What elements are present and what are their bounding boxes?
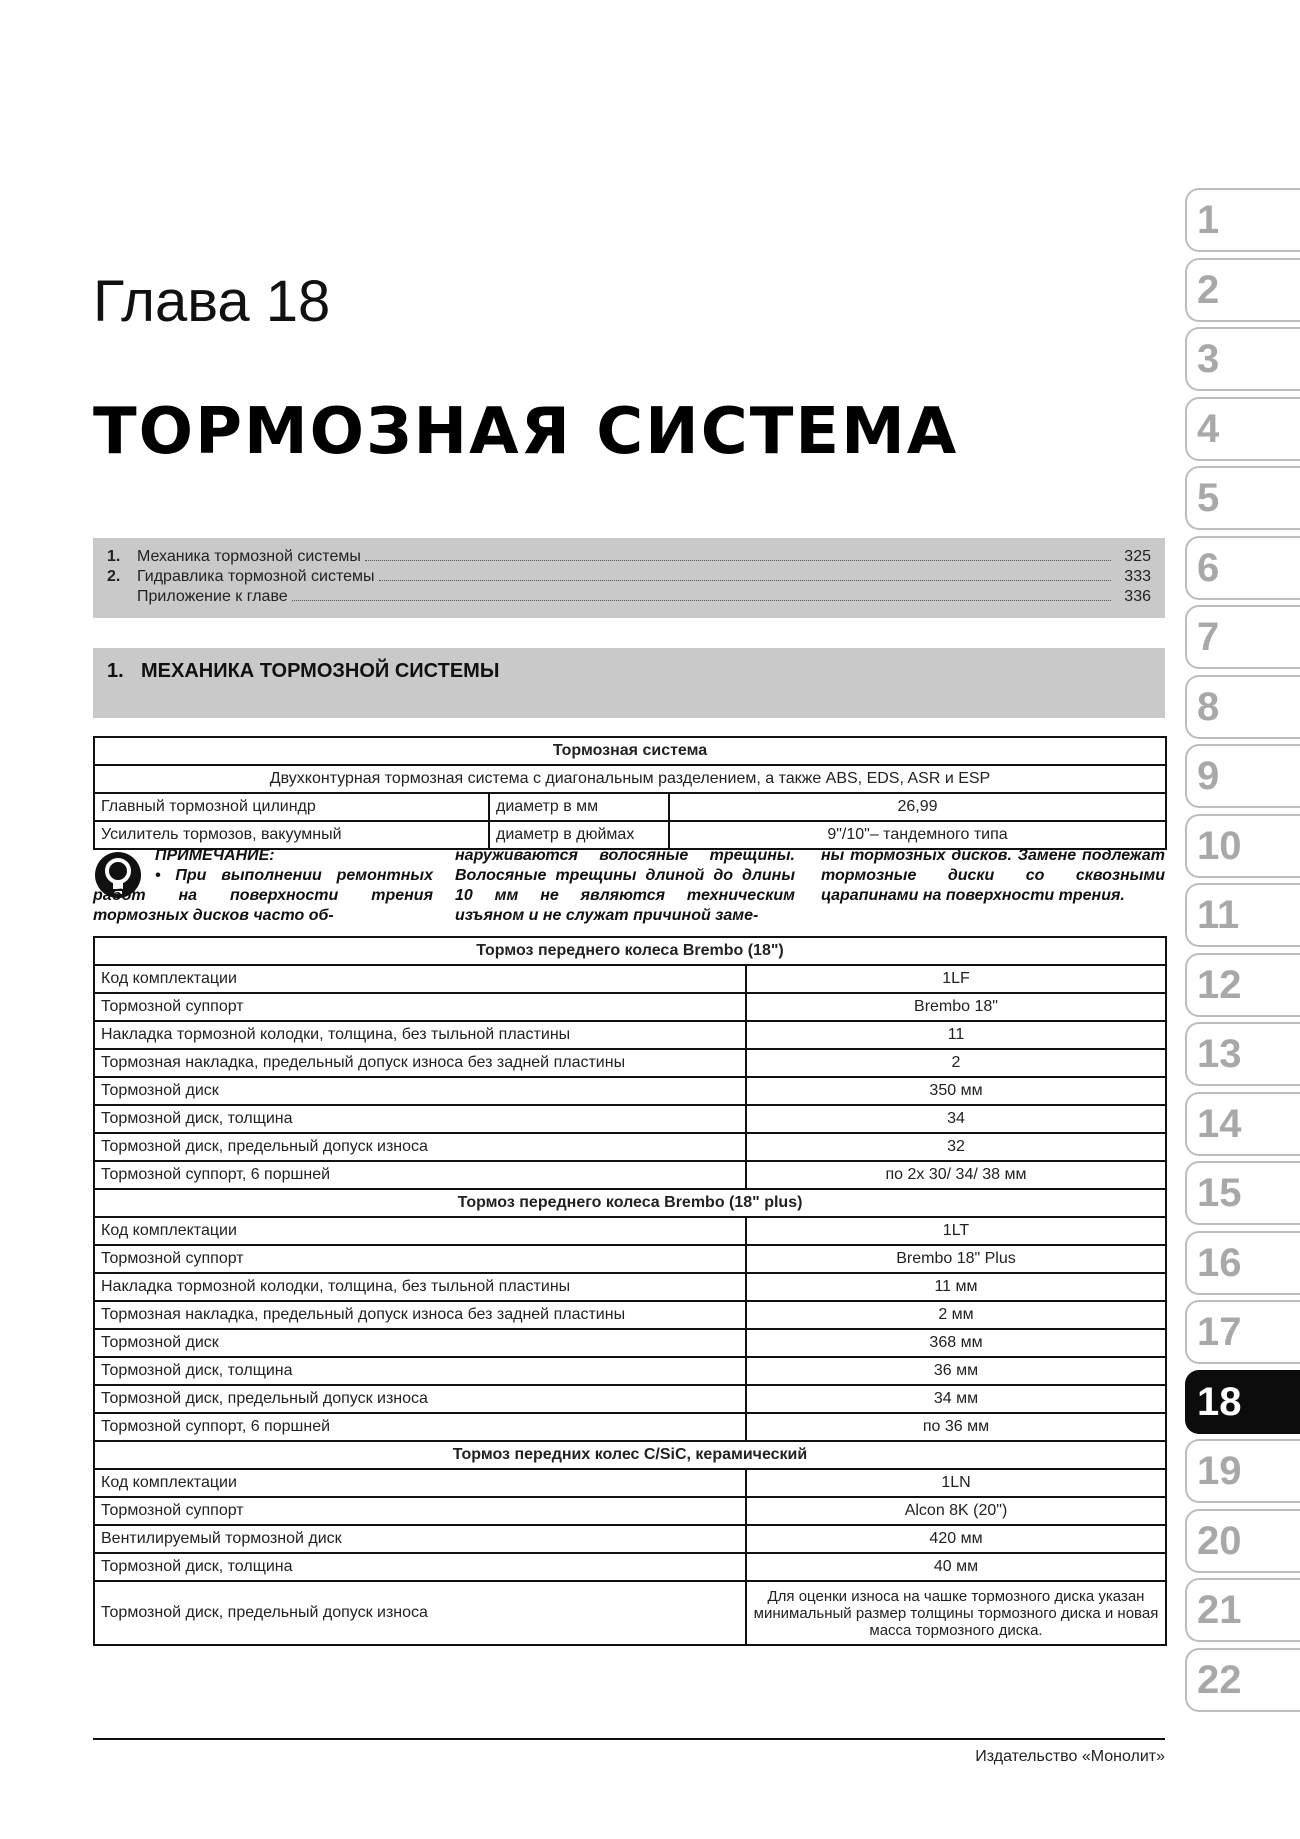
toc-item-number: 1. bbox=[107, 548, 121, 565]
spec-value: 32 bbox=[746, 1133, 1166, 1161]
spec-name: Накладка тормозной колодки, толщина, без тыльной пластины bbox=[94, 1273, 746, 1301]
table-row bbox=[94, 1217, 1166, 1245]
chapter-tab-18[interactable]: 18 bbox=[1185, 1370, 1300, 1434]
chapter-label: Глава 18 bbox=[93, 269, 331, 334]
toc-item-page: 333 bbox=[1124, 568, 1151, 585]
spec-value: 368 мм bbox=[746, 1329, 1166, 1357]
spec-value: 1LN bbox=[746, 1469, 1166, 1497]
spec-name: Тормозной диск bbox=[94, 1329, 746, 1357]
row-value: 9"/10"– тандемного типа bbox=[669, 821, 1166, 849]
brake-system-table bbox=[93, 736, 1167, 850]
toc-item-text: Гидравлика тормозной системы bbox=[137, 568, 375, 585]
section-title: МЕХАНИКА ТОРМОЗНОЙ СИСТЕМЫ bbox=[141, 660, 500, 682]
table-row bbox=[94, 1245, 1166, 1273]
chapter-tab-19[interactable]: 19 bbox=[1185, 1439, 1300, 1503]
spec-name: Вентилируемый тормозной диск bbox=[94, 1525, 746, 1553]
spec-name: Код комплектации bbox=[94, 965, 746, 993]
table-row bbox=[94, 1329, 1166, 1357]
spec-value: 1LF bbox=[746, 965, 1166, 993]
table-row bbox=[94, 1469, 1166, 1497]
table-row bbox=[94, 765, 1166, 793]
spec-name: Тормозной суппорт, 6 поршней bbox=[94, 1413, 746, 1441]
table-row bbox=[94, 737, 1166, 765]
toc-item[interactable] bbox=[107, 568, 1151, 588]
spec-name: Тормозной диск bbox=[94, 1077, 746, 1105]
spec-value: 34 bbox=[746, 1105, 1166, 1133]
toc-item-page: 336 bbox=[1124, 588, 1151, 605]
chapter-tab-12[interactable]: 12 bbox=[1185, 953, 1300, 1017]
spec-value: 40 мм bbox=[746, 1553, 1166, 1581]
chapter-tab-3[interactable]: 3 bbox=[1185, 327, 1300, 391]
chapter-tab-7[interactable]: 7 bbox=[1185, 605, 1300, 669]
chapter-tab-20[interactable]: 20 bbox=[1185, 1509, 1300, 1573]
toc-item-page: 325 bbox=[1124, 548, 1151, 565]
toc-leader-dots bbox=[379, 580, 1111, 581]
table-section-header: Тормоз переднего колеса Brembo (18") bbox=[94, 937, 1166, 965]
table-row bbox=[94, 965, 1166, 993]
spec-name: Тормозной диск, предельный допуск износа bbox=[94, 1385, 746, 1413]
chapter-tab-11[interactable]: 11 bbox=[1185, 883, 1300, 947]
note-text-1: • При выполнении ремонтных работ на поверхности трения тормозных дисков часто об- bbox=[93, 867, 433, 924]
row-param: диаметр в дюймах bbox=[489, 821, 669, 849]
chapter-tab-4[interactable]: 4 bbox=[1185, 397, 1300, 461]
toc-item-text: Механика тормозной системы bbox=[137, 548, 361, 565]
front-brake-spec-table bbox=[93, 936, 1167, 1646]
spec-value: 420 мм bbox=[746, 1525, 1166, 1553]
chapter-tab-15[interactable]: 15 bbox=[1185, 1161, 1300, 1225]
table-row bbox=[94, 1021, 1166, 1049]
chapter-tab-13[interactable]: 13 bbox=[1185, 1022, 1300, 1086]
toc-leader-dots bbox=[365, 560, 1111, 561]
spec-name: Тормозной суппорт bbox=[94, 1497, 746, 1525]
chapter-tab-16[interactable]: 16 bbox=[1185, 1231, 1300, 1295]
table-row bbox=[94, 1357, 1166, 1385]
chapter-tab-10[interactable]: 10 bbox=[1185, 814, 1300, 878]
spec-name: Тормозной диск, предельный допуск износа bbox=[94, 1581, 746, 1645]
chapter-tab-5[interactable]: 5 bbox=[1185, 466, 1300, 530]
table-section-header-row bbox=[94, 1189, 1166, 1217]
chapter-title: ТОРМОЗНАЯ СИСТЕМА bbox=[93, 395, 959, 469]
chapter-tab-8[interactable]: 8 bbox=[1185, 675, 1300, 739]
chapter-tab-21[interactable]: 21 bbox=[1185, 1578, 1300, 1642]
spec-name: Тормозной диск, толщина bbox=[94, 1357, 746, 1385]
spec-name: Тормозная накладка, предельный допуск износа без задней пластины bbox=[94, 1301, 746, 1329]
row-value: 26,99 bbox=[669, 793, 1166, 821]
spec-name: Тормозной суппорт, 6 поршней bbox=[94, 1161, 746, 1189]
table-row bbox=[94, 1133, 1166, 1161]
spec-name: Тормозной суппорт bbox=[94, 1245, 746, 1273]
spec-value: Brembo 18" bbox=[746, 993, 1166, 1021]
note-column-1 bbox=[93, 846, 433, 926]
toc-item-text: Приложение к главе bbox=[137, 588, 288, 605]
table-section-header-row bbox=[94, 937, 1166, 965]
note-column-3: ны тормозных дисков. Замене подлежат тормозные диски со сквозными царапинами на поверхности трения. bbox=[821, 847, 1165, 904]
table-header: Тормозная система bbox=[94, 737, 1166, 765]
table-section-header-row bbox=[94, 1441, 1166, 1469]
table-row bbox=[94, 1161, 1166, 1189]
spec-value: по 2x 30/ 34/ 38 мм bbox=[746, 1161, 1166, 1189]
spec-value: Brembo 18" Plus bbox=[746, 1245, 1166, 1273]
spec-value: 350 мм bbox=[746, 1077, 1166, 1105]
spec-name: Накладка тормозной колодки, толщина, без тыльной пластины bbox=[94, 1021, 746, 1049]
spec-name: Код комплектации bbox=[94, 1469, 746, 1497]
table-row bbox=[94, 1105, 1166, 1133]
publisher-name: Издательство «Монолит» bbox=[975, 1748, 1165, 1765]
table-row bbox=[94, 821, 1166, 849]
spec-value: 2 мм bbox=[746, 1301, 1166, 1329]
table-of-contents bbox=[93, 538, 1165, 618]
row-param: диаметр в мм bbox=[489, 793, 669, 821]
spec-name: Тормозной диск, толщина bbox=[94, 1553, 746, 1581]
toc-item[interactable] bbox=[107, 588, 1151, 608]
spec-value: 36 мм bbox=[746, 1357, 1166, 1385]
spec-value: 34 мм bbox=[746, 1385, 1166, 1413]
table-row bbox=[94, 1385, 1166, 1413]
table-row bbox=[94, 1581, 1166, 1645]
row-name: Усилитель тормозов, вакуумный bbox=[94, 821, 489, 849]
table-row bbox=[94, 1497, 1166, 1525]
chapter-tab-22[interactable]: 22 bbox=[1185, 1648, 1300, 1712]
chapter-tab-14[interactable]: 14 bbox=[1185, 1092, 1300, 1156]
spec-value: 11 мм bbox=[746, 1273, 1166, 1301]
table-section-header: Тормоз переднего колеса Brembo (18" plus) bbox=[94, 1189, 1166, 1217]
table-row bbox=[94, 1413, 1166, 1441]
table-row bbox=[94, 1077, 1166, 1105]
section-number: 1. bbox=[107, 660, 124, 682]
note-title: ПРИМЕЧАНИЕ: bbox=[155, 847, 275, 864]
table-row bbox=[94, 1273, 1166, 1301]
toc-item-number: 2. bbox=[107, 568, 121, 585]
spec-value: 1LT bbox=[746, 1217, 1166, 1245]
system-description: Двухконтурная тормозная система с диагональным разделением, а также ABS, EDS, ASR и ESP bbox=[94, 765, 1166, 793]
chapter-tab-9[interactable]: 9 bbox=[1185, 744, 1300, 808]
toc-item[interactable] bbox=[107, 548, 1151, 568]
spec-value: по 36 мм bbox=[746, 1413, 1166, 1441]
chapter-tab-17[interactable]: 17 bbox=[1185, 1300, 1300, 1364]
spec-name: Тормозной диск, предельный допуск износа bbox=[94, 1133, 746, 1161]
table-row bbox=[94, 1049, 1166, 1077]
spec-name: Тормозная накладка, предельный допуск износа без задней пластины bbox=[94, 1049, 746, 1077]
table-row bbox=[94, 993, 1166, 1021]
spec-value: 11 bbox=[746, 1021, 1166, 1049]
spec-name: Тормозной диск, толщина bbox=[94, 1105, 746, 1133]
spec-name: Тормозной суппорт bbox=[94, 993, 746, 1021]
note-block bbox=[93, 846, 1165, 926]
footer-divider bbox=[93, 1738, 1165, 1740]
spec-value: Alcon 8K (20") bbox=[746, 1497, 1166, 1525]
spec-value: Для оценки износа на чашке тормозного диска указан минимальный размер толщины тормозного диска и новая масса тормозного диска. bbox=[746, 1581, 1166, 1645]
table-section-header: Тормоз передних колес C/SiC, керамический bbox=[94, 1441, 1166, 1469]
spec-name: Код комплектации bbox=[94, 1217, 746, 1245]
section-heading bbox=[93, 648, 1165, 718]
chapter-tab-2[interactable]: 2 bbox=[1185, 258, 1300, 322]
spec-value: 2 bbox=[746, 1049, 1166, 1077]
note-column-2: наруживаются волосяные трещины. Волосяные трещины длиной до длины 10 мм не являются техническим изъяном и не служат причиной заме- bbox=[455, 847, 795, 924]
chapter-tab-1[interactable]: 1 bbox=[1185, 188, 1300, 252]
toc-leader-dots bbox=[292, 600, 1111, 601]
table-row bbox=[94, 1553, 1166, 1581]
table-row bbox=[94, 793, 1166, 821]
table-row bbox=[94, 1301, 1166, 1329]
table-row bbox=[94, 1525, 1166, 1553]
chapter-tab-6[interactable]: 6 bbox=[1185, 536, 1300, 600]
row-name: Главный тормозной цилиндр bbox=[94, 793, 489, 821]
